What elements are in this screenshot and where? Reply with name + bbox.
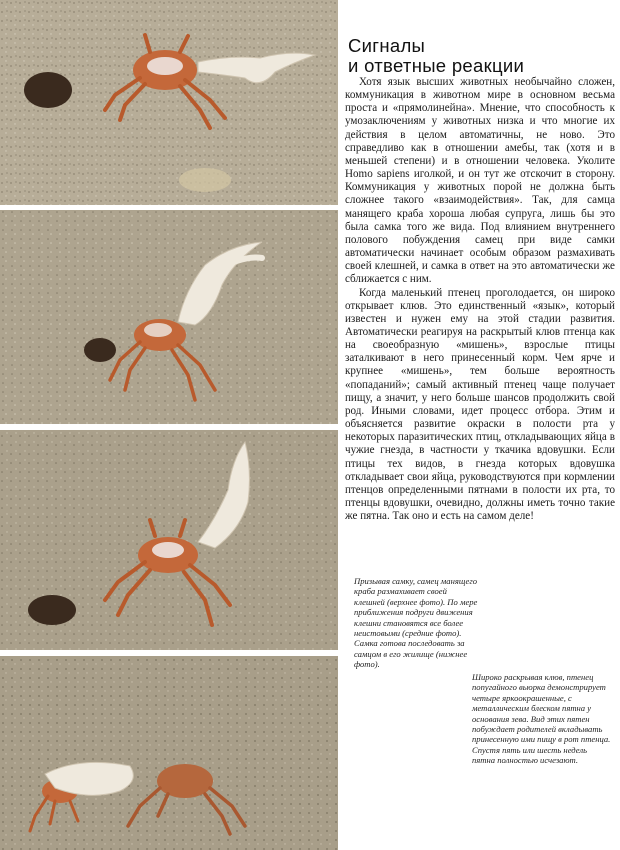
crab-photo-bottom bbox=[0, 656, 338, 850]
burrow-hole bbox=[24, 72, 72, 108]
article-title bbox=[348, 36, 608, 76]
crab-photo-middle-lower bbox=[0, 430, 338, 650]
title-line-2: и ответные реакции bbox=[348, 55, 525, 76]
crab-photo-middle-upper bbox=[0, 210, 338, 424]
article-body bbox=[345, 76, 615, 523]
crab-photo-top bbox=[0, 0, 338, 205]
burrow-hole bbox=[28, 595, 76, 625]
crab-photos-caption: Призывая самку, самец манящего краба размахивает своей клешней (верхнее фото). По мере приближения подруги движения клешни становятся все более неистовыми (средние фото). Самка готова последовать за самцом в его жилище (нижнее фото). bbox=[354, 576, 478, 670]
paragraph-1: Хотя язык высших животных необычайно сложен, коммуникация в животном мире в основном весьма проста и «прямолинейна». Мнение, что способность к умозаключениям у животных низка и что многие их действия в целом автоматичны, не ново. Это справедливо как в отношении амебы, так (хотя и в меньшей степени) и в отношении человека. Уколите Homo sapiens иголкой, и он тут же отскочит в сторону. Коммуникация у животных порой не должна быть сложнее такого «взаимодействия». Так, для самца манящего краба хороша любая супруга, лишь бы это была самка того же вида. Под влиянием внутреннего полового побуждения самец при виде самки автоматически начинает особым образом размахивать своей клешней, и самка в ответ на это автоматически же сближается с ним. bbox=[345, 76, 615, 286]
title-line-1: Сигналы bbox=[348, 35, 426, 56]
bird-caption: Широко раскрывая клюв, птенец попугайного вьюрка демонстрирует четыре яркоокрашенные, с металлическим блеском пятна у основания зева. Вид этих пятен побуждает родителей вкладывать принесенную ими пищу в рот птенца. Спустя пять или шесть недель пятна полностью исчезают. bbox=[472, 672, 611, 766]
paragraph-2: Когда маленький птенец проголодается, он широко открывает клюв. Это единственный «язык», который известен и нужен ему на этой стадии развития. Автоматически реагируя на раскрытый клюв птенца как на своеобразную «мишень», взрослые птицы заталкивают в него принесенный корм. Чем ярче и крупнее «мишень», тем больше вероятность «попаданий»; самый активный птенец чаще получает пищу, а значит, у него больше шансов продолжить свой род. Иными словами, идет процесс отбора. Этим и объясняется развитие окраски в полости рта у некоторых паразитических птиц, откладывающих яйца в чужие гнезда, в частности у ткачика вдовушки. Если птицы тех видов, в гнезда которых вдовушка откладывает свои яйца, руководствуются при кормлении птенцов определенными пятнами в полости их рта, то птенцы вдовушки, очевидно, должны иметь точно такие же пятна. Так оно и есть на самом деле! bbox=[345, 286, 615, 523]
burrow-hole bbox=[84, 338, 116, 362]
